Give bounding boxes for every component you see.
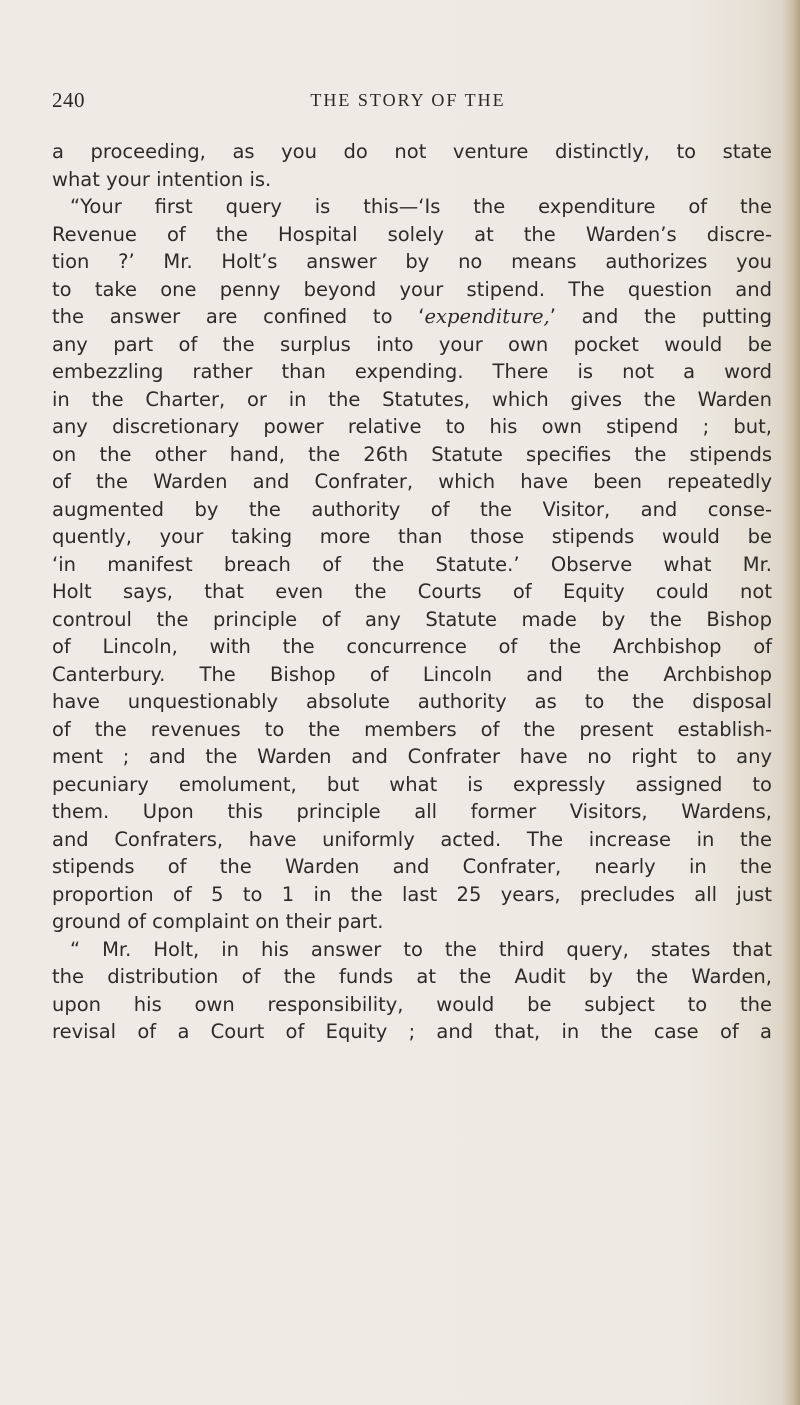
text-line: controul the principle of any Statute made by the Bishop xyxy=(52,607,772,631)
text-line: in the Charter, or in the Statutes, which gives the Warden xyxy=(52,387,772,411)
text-line: Canterbury. The Bishop of Lincoln and the Archbishop xyxy=(52,662,772,686)
text-line: stipends of the Warden and Confrater, nearly in the xyxy=(52,855,772,878)
text-line: the distribution of the funds at the Audit by the Warden, xyxy=(52,965,772,988)
text-line: to take one penny beyond your stipend. The question and xyxy=(52,277,772,301)
text-line: pecuniary emolument, but what is expressly assigned to xyxy=(52,772,772,796)
text-line: on the other hand, the 26th Statute specifies the stipends xyxy=(52,442,772,466)
text-line: proportion of 5 to 1 in the last 25 years, precludes all just xyxy=(52,882,772,906)
text-line: ment ; and the Warden and Confrater have no right to any xyxy=(52,745,772,768)
text-segment: the answer are confined to ‘ xyxy=(52,305,425,328)
text-line: augmented by the authority of the Visitor, and conse- xyxy=(52,497,772,521)
italic-term: expenditure, xyxy=(424,305,550,328)
text-line: of the revenues to the members of the present establish- xyxy=(52,717,772,741)
text-line: any part of the surplus into your own pocket would be xyxy=(52,332,772,356)
text-line: tion ?’ Mr. Holt’s answer by no means authorizes you xyxy=(52,250,772,273)
text-line: embezzling rather than expending. There is not a word xyxy=(52,360,772,383)
text-segment: ’ and the putting xyxy=(549,305,772,328)
body-text xyxy=(52,138,772,1046)
text-line: a proceeding, as you do not venture distinctly, to state xyxy=(52,140,772,163)
text-line: any discretionary power relative to his own stipend ; but, xyxy=(52,415,772,438)
page-edge-shadow xyxy=(782,0,800,1405)
text-line: have unquestionably absolute authority as to the disposal xyxy=(52,690,772,713)
page-header xyxy=(52,88,752,122)
text-line: them. Upon this principle all former Visitors, Wardens, xyxy=(52,800,772,823)
text-line: quently, your taking more than those stipends would be xyxy=(52,525,772,548)
text-line: Holt says, that even the Courts of Equity could not xyxy=(52,580,772,603)
page-number: 240 xyxy=(52,88,85,112)
text-line: “ Mr. Holt, in his answer to the third query, states that xyxy=(70,937,772,961)
text-line: ground of complaint on their part. xyxy=(52,910,384,933)
text-line: “Your first query is this—‘Is the expenditure of the xyxy=(70,195,772,218)
text-line: and Confraters, have uniformly acted. The increase in the xyxy=(52,827,772,851)
text-line xyxy=(52,303,772,331)
text-line: what your intention is. xyxy=(52,167,272,191)
text-line: ‘in manifest breach of the Statute.’ Observe what Mr. xyxy=(52,552,772,576)
text-line: Revenue of the Hospital solely at the Warden’s discre- xyxy=(52,222,772,246)
text-line: revisal of a Court of Equity ; and that, in the case of a xyxy=(52,1020,772,1043)
running-head: THE STORY OF THE xyxy=(310,90,506,110)
text-line: of Lincoln, with the concurrence of the Archbishop of xyxy=(52,635,772,658)
text-line: of the Warden and Confrater, which have been repeatedly xyxy=(52,470,772,493)
text-line: upon his own responsibility, would be subject to the xyxy=(52,992,772,1016)
